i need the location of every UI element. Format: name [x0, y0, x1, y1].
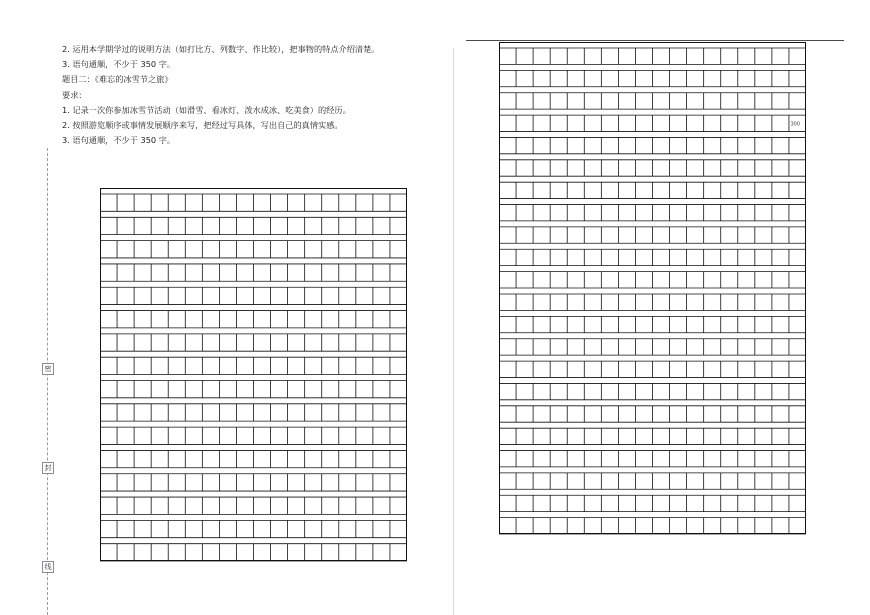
requirements-heading: 要求： [62, 89, 87, 100]
instruction-line: 2. 运用本学期学过的说明方法（如打比方、列数字、作比较），把事物的特点介绍清楚。 [62, 44, 380, 54]
topic-two-title: 题目二：《难忘的冰雪节之旅》 [62, 74, 173, 85]
instructions-block [62, 42, 442, 148]
instruction-line: 3. 语句通顺，不少于 350 字。 [62, 59, 176, 70]
binding-mark-3: 线 [42, 561, 54, 573]
binding-mark-2: 封 [42, 462, 54, 474]
header-rule [466, 40, 844, 41]
page-divider [453, 48, 454, 615]
writing-grid-left [100, 188, 407, 561]
instruction-line: 2. 按照游览顺序或事情发展顺序来写，把经过写具体，写出自己的真情实感。 [62, 119, 343, 130]
writing-grid-right [499, 42, 806, 534]
binding-mark-1: 密 [42, 363, 54, 375]
binding-dashed-line [47, 148, 48, 615]
instruction-line: 3. 语句通顺，不少于 350 字。 [62, 135, 176, 146]
instruction-line: 1. 记录一次你参加冰雪节活动（如滑雪、看冰灯、泼水成冰、吃美食）的经历。 [62, 104, 351, 115]
char-count-label: 300 [790, 121, 800, 128]
